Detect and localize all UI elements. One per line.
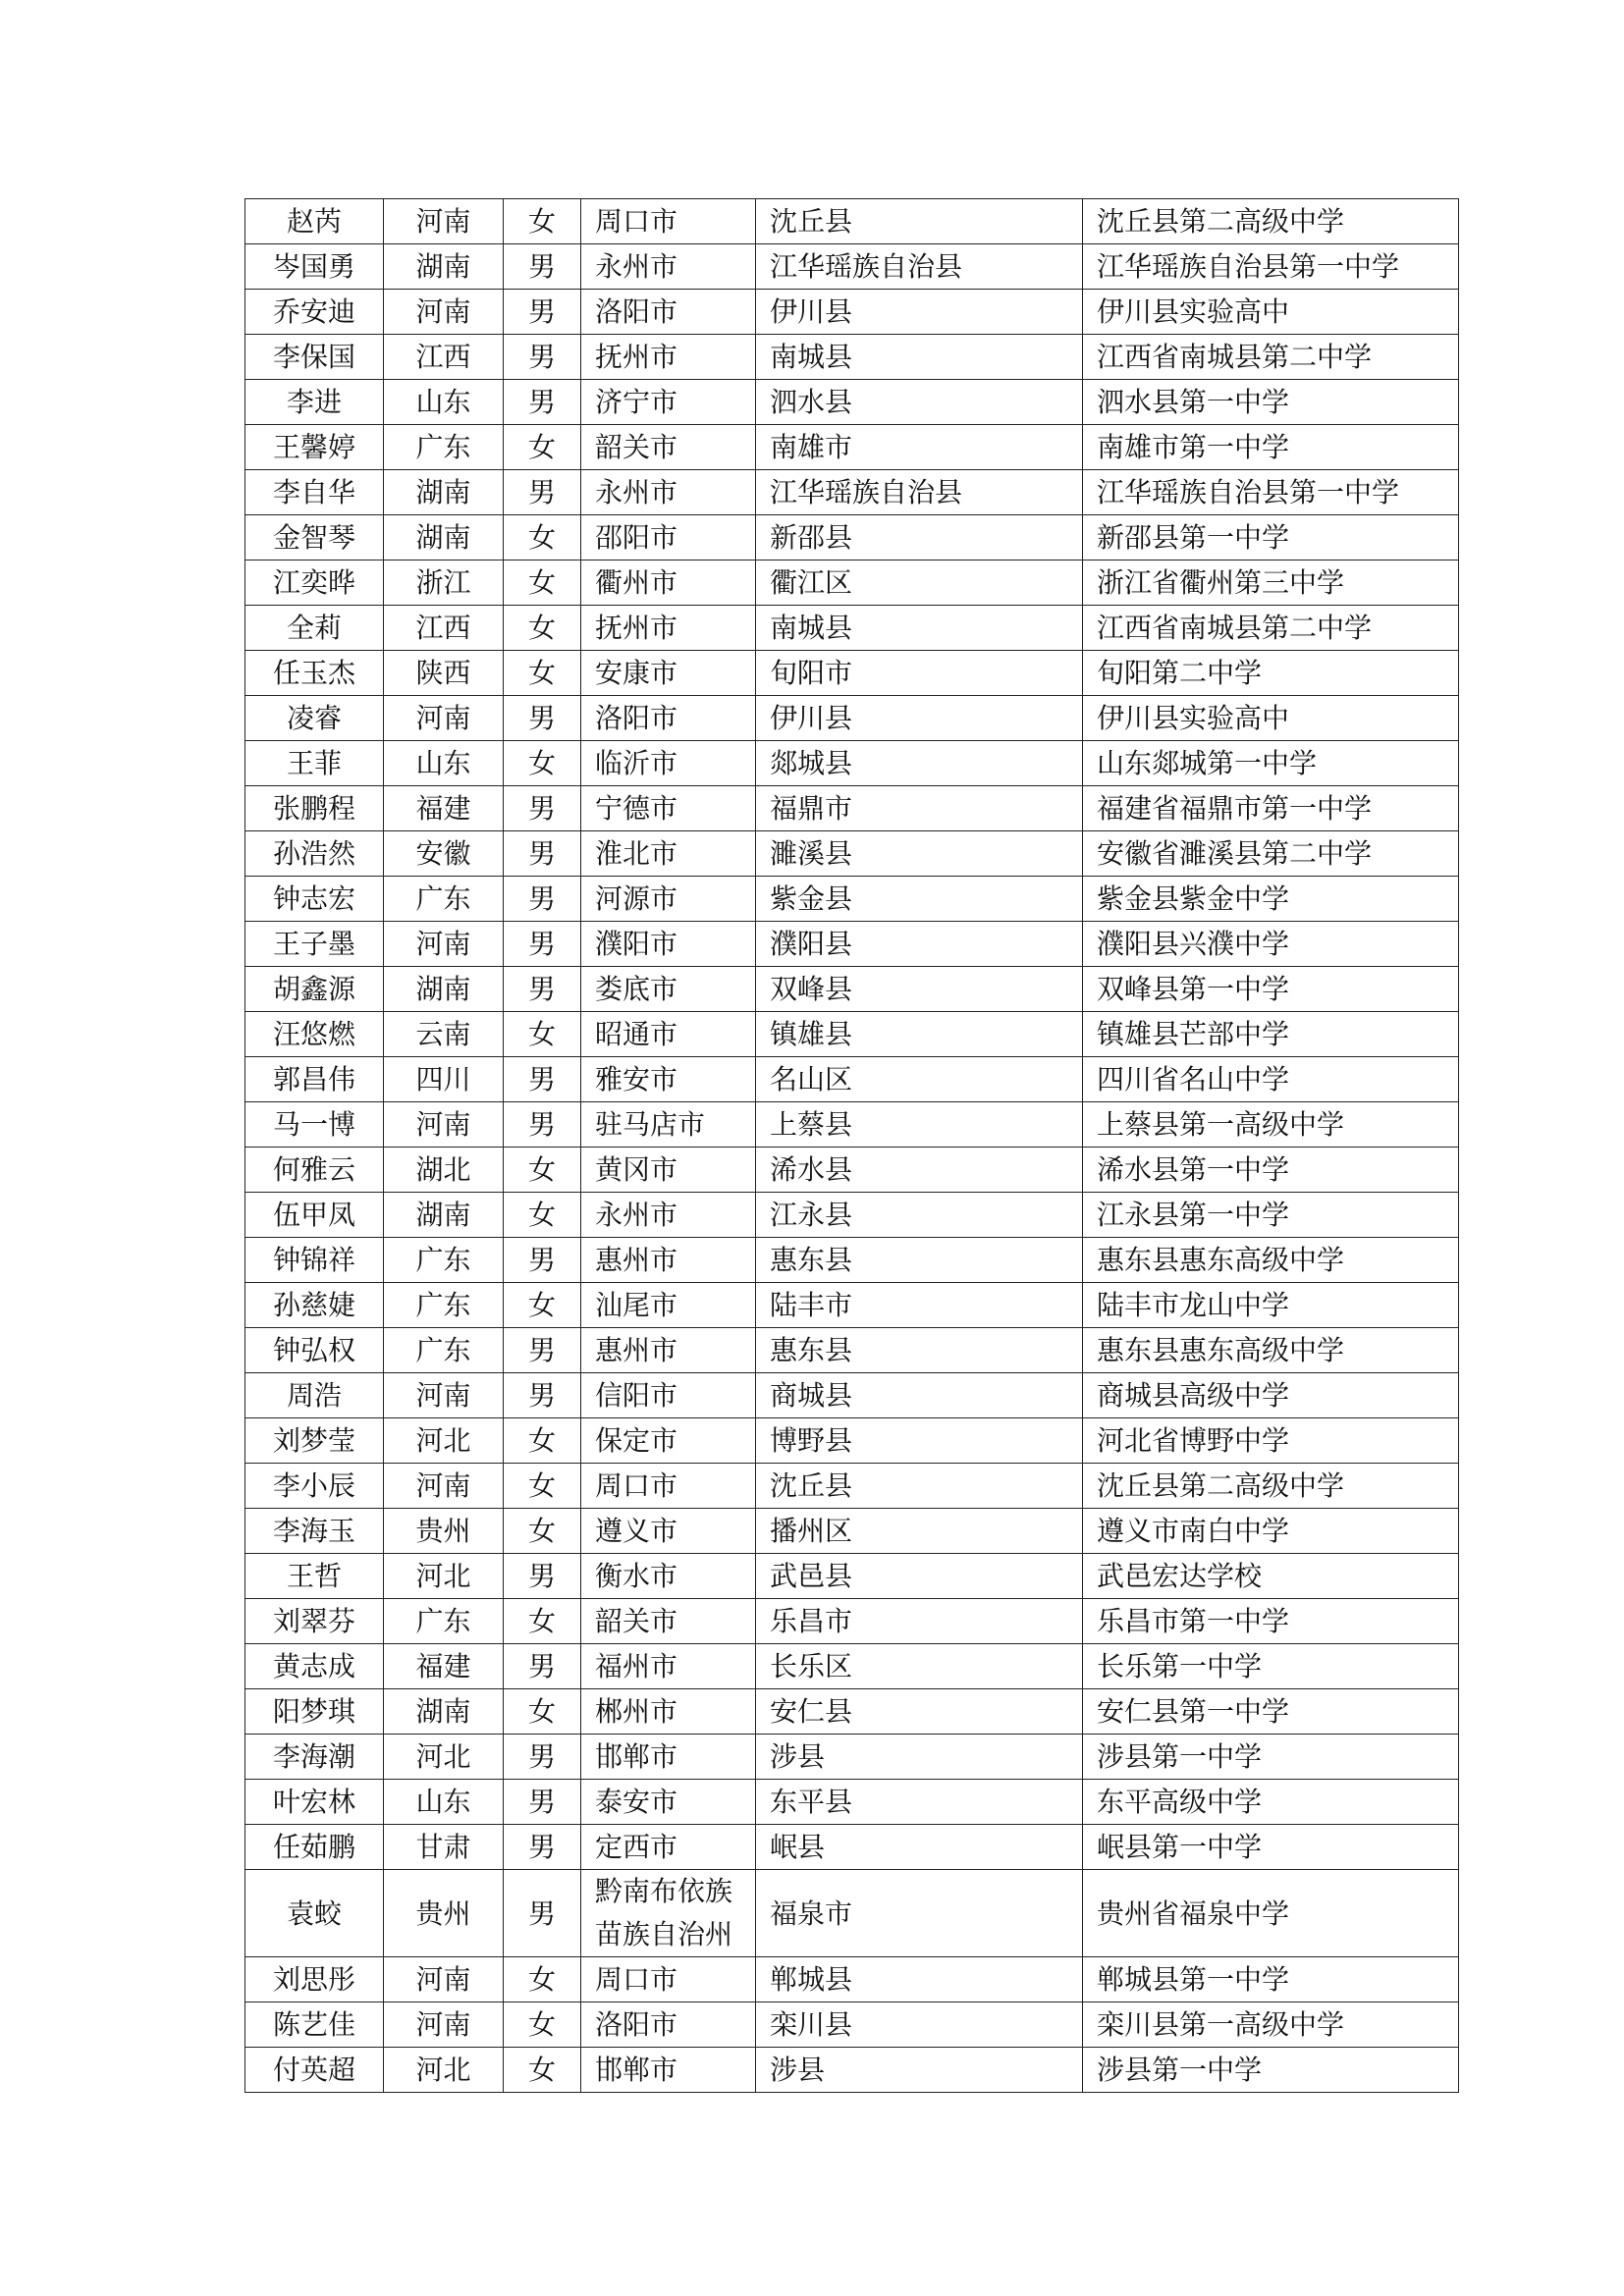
table-row (245, 425, 1459, 470)
school-cell: 江华瑶族自治县第一中学 (1083, 244, 1459, 290)
province-cell: 河北 (384, 1418, 504, 1464)
student-name-cell: 汪悠燃 (245, 1012, 384, 1057)
city-cell: 洛阳市 (581, 2002, 756, 2048)
province-cell: 甘肃 (384, 1825, 504, 1870)
student-name-cell: 赵芮 (245, 199, 384, 244)
city-cell: 汕尾市 (581, 1283, 756, 1328)
city-cell: 周口市 (581, 1957, 756, 2002)
gender-cell: 女 (504, 425, 581, 470)
city-cell: 昭通市 (581, 1012, 756, 1057)
student-name-cell: 刘翠芬 (245, 1599, 384, 1644)
gender-cell: 男 (504, 1735, 581, 1780)
city-cell: 周口市 (581, 199, 756, 244)
province-cell: 广东 (384, 1283, 504, 1328)
school-cell: 福建省福鼎市第一中学 (1083, 786, 1459, 831)
student-name-cell: 叶宏林 (245, 1780, 384, 1825)
city-cell: 福州市 (581, 1644, 756, 1689)
gender-cell: 男 (504, 1870, 581, 1957)
gender-cell: 男 (504, 922, 581, 967)
county-cell: 濉溪县 (756, 831, 1083, 877)
gender-cell: 女 (504, 2048, 581, 2093)
province-cell: 河北 (384, 1735, 504, 1780)
county-cell: 上蔡县 (756, 1102, 1083, 1148)
gender-cell: 女 (504, 1689, 581, 1735)
city-cell: 安康市 (581, 651, 756, 696)
school-cell: 沈丘县第二高级中学 (1083, 1464, 1459, 1509)
province-cell: 湖北 (384, 1148, 504, 1193)
table-row (245, 967, 1459, 1012)
county-cell: 江永县 (756, 1193, 1083, 1238)
county-cell: 旬阳市 (756, 651, 1083, 696)
gender-cell: 男 (504, 244, 581, 290)
gender-cell: 女 (504, 1599, 581, 1644)
city-cell: 邵阳市 (581, 515, 756, 561)
gender-cell: 男 (504, 1238, 581, 1283)
student-name-cell: 乔安迪 (245, 290, 384, 335)
city-cell: 周口市 (581, 1464, 756, 1509)
table-row (245, 1102, 1459, 1148)
school-cell: 武邑宏达学校 (1083, 1554, 1459, 1599)
student-name-cell: 陈艺佳 (245, 2002, 384, 2048)
table-row (245, 1193, 1459, 1238)
county-cell: 名山区 (756, 1057, 1083, 1102)
student-name-cell: 孙慈婕 (245, 1283, 384, 1328)
table-row (245, 877, 1459, 922)
table-row (245, 651, 1459, 696)
gender-cell: 男 (504, 877, 581, 922)
school-cell: 新邵县第一中学 (1083, 515, 1459, 561)
student-name-cell: 李保国 (245, 335, 384, 380)
table-row (245, 606, 1459, 651)
table-row (245, 1509, 1459, 1554)
county-cell: 伊川县 (756, 696, 1083, 741)
school-cell: 郸城县第一中学 (1083, 1957, 1459, 2002)
table-row (245, 1825, 1459, 1870)
county-cell: 郯城县 (756, 741, 1083, 786)
student-name-cell: 周浩 (245, 1373, 384, 1418)
county-cell: 南雄市 (756, 425, 1083, 470)
student-name-cell: 李海玉 (245, 1509, 384, 1554)
province-cell: 湖南 (384, 470, 504, 515)
table-row (245, 741, 1459, 786)
city-cell: 永州市 (581, 1193, 756, 1238)
province-cell: 湖南 (384, 1689, 504, 1735)
table-row (245, 515, 1459, 561)
gender-cell: 男 (504, 696, 581, 741)
gender-cell: 女 (504, 1957, 581, 2002)
table-row (245, 2002, 1459, 2048)
county-cell: 播州区 (756, 1509, 1083, 1554)
student-name-cell: 任茹鹏 (245, 1825, 384, 1870)
province-cell: 河南 (384, 696, 504, 741)
city-cell: 信阳市 (581, 1373, 756, 1418)
student-name-cell: 李海潮 (245, 1735, 384, 1780)
province-cell: 河南 (384, 1464, 504, 1509)
county-cell: 伊川县 (756, 290, 1083, 335)
school-cell: 泗水县第一中学 (1083, 380, 1459, 425)
city-cell: 永州市 (581, 244, 756, 290)
county-cell: 紫金县 (756, 877, 1083, 922)
county-cell: 博野县 (756, 1418, 1083, 1464)
student-name-cell: 钟志宏 (245, 877, 384, 922)
table-row (245, 1644, 1459, 1689)
city-cell: 韶关市 (581, 425, 756, 470)
city-cell: 宁德市 (581, 786, 756, 831)
province-cell: 广东 (384, 1328, 504, 1373)
city-cell: 济宁市 (581, 380, 756, 425)
city-cell: 黄冈市 (581, 1148, 756, 1193)
school-cell: 江永县第一中学 (1083, 1193, 1459, 1238)
county-cell: 安仁县 (756, 1689, 1083, 1735)
city-cell: 抚州市 (581, 335, 756, 380)
province-cell: 河北 (384, 2048, 504, 2093)
county-cell: 镇雄县 (756, 1012, 1083, 1057)
city-cell: 韶关市 (581, 1599, 756, 1644)
student-name-cell: 王哲 (245, 1554, 384, 1599)
city-cell: 黔南布依族苗族自治州 (581, 1870, 756, 1957)
roster-body (245, 199, 1459, 2093)
province-cell: 山东 (384, 1780, 504, 1825)
gender-cell: 女 (504, 1418, 581, 1464)
province-cell: 湖南 (384, 244, 504, 290)
county-cell: 新邵县 (756, 515, 1083, 561)
school-cell: 河北省博野中学 (1083, 1418, 1459, 1464)
school-cell: 伊川县实验高中 (1083, 290, 1459, 335)
province-cell: 四川 (384, 1057, 504, 1102)
student-name-cell: 钟锦祥 (245, 1238, 384, 1283)
gender-cell: 男 (504, 786, 581, 831)
table-row (245, 1689, 1459, 1735)
province-cell: 湖南 (384, 967, 504, 1012)
student-name-cell: 郭昌伟 (245, 1057, 384, 1102)
student-name-cell: 王馨婷 (245, 425, 384, 470)
table-row (245, 831, 1459, 877)
school-cell: 乐昌市第一中学 (1083, 1599, 1459, 1644)
city-cell: 永州市 (581, 470, 756, 515)
city-cell: 河源市 (581, 877, 756, 922)
county-cell: 商城县 (756, 1373, 1083, 1418)
county-cell: 乐昌市 (756, 1599, 1083, 1644)
gender-cell: 男 (504, 1644, 581, 1689)
province-cell: 广东 (384, 1599, 504, 1644)
province-cell: 福建 (384, 1644, 504, 1689)
province-cell: 河南 (384, 1957, 504, 2002)
gender-cell: 男 (504, 1373, 581, 1418)
table-row (245, 1373, 1459, 1418)
province-cell: 贵州 (384, 1509, 504, 1554)
county-cell: 沈丘县 (756, 199, 1083, 244)
gender-cell: 男 (504, 1554, 581, 1599)
table-row (245, 696, 1459, 741)
county-cell: 衢江区 (756, 561, 1083, 606)
student-name-cell: 黄志成 (245, 1644, 384, 1689)
table-row (245, 335, 1459, 380)
gender-cell: 女 (504, 199, 581, 244)
table-row (245, 922, 1459, 967)
table-row (245, 1418, 1459, 1464)
gender-cell: 女 (504, 606, 581, 651)
county-cell: 江华瑶族自治县 (756, 470, 1083, 515)
county-cell: 武邑县 (756, 1554, 1083, 1599)
county-cell: 涉县 (756, 2048, 1083, 2093)
school-cell: 贵州省福泉中学 (1083, 1870, 1459, 1957)
school-cell: 岷县第一中学 (1083, 1825, 1459, 1870)
county-cell: 双峰县 (756, 967, 1083, 1012)
student-name-cell: 付英超 (245, 2048, 384, 2093)
school-cell: 濮阳县兴濮中学 (1083, 922, 1459, 967)
student-name-cell: 任玉杰 (245, 651, 384, 696)
province-cell: 陕西 (384, 651, 504, 696)
gender-cell: 男 (504, 1328, 581, 1373)
city-cell: 惠州市 (581, 1328, 756, 1373)
school-cell: 惠东县惠东高级中学 (1083, 1238, 1459, 1283)
table-row (245, 1780, 1459, 1825)
county-cell: 东平县 (756, 1780, 1083, 1825)
county-cell: 岷县 (756, 1825, 1083, 1870)
school-cell: 双峰县第一中学 (1083, 967, 1459, 1012)
gender-cell: 男 (504, 380, 581, 425)
gender-cell: 女 (504, 1283, 581, 1328)
gender-cell: 男 (504, 1057, 581, 1102)
county-cell: 泗水县 (756, 380, 1083, 425)
gender-cell: 男 (504, 1780, 581, 1825)
province-cell: 山东 (384, 380, 504, 425)
city-cell: 洛阳市 (581, 696, 756, 741)
city-cell: 衢州市 (581, 561, 756, 606)
school-cell: 紫金县紫金中学 (1083, 877, 1459, 922)
province-cell: 安徽 (384, 831, 504, 877)
school-cell: 江西省南城县第二中学 (1083, 335, 1459, 380)
county-cell: 南城县 (756, 606, 1083, 651)
province-cell: 河南 (384, 922, 504, 967)
county-cell: 福泉市 (756, 1870, 1083, 1957)
gender-cell: 女 (504, 515, 581, 561)
school-cell: 山东郯城第一中学 (1083, 741, 1459, 786)
gender-cell: 男 (504, 831, 581, 877)
student-name-cell: 王菲 (245, 741, 384, 786)
student-name-cell: 阳梦琪 (245, 1689, 384, 1735)
school-cell: 安徽省濉溪县第二中学 (1083, 831, 1459, 877)
school-cell: 沈丘县第二高级中学 (1083, 199, 1459, 244)
table-row (245, 380, 1459, 425)
gender-cell: 女 (504, 741, 581, 786)
table-row (245, 786, 1459, 831)
city-cell: 保定市 (581, 1418, 756, 1464)
city-cell: 衡水市 (581, 1554, 756, 1599)
gender-cell: 女 (504, 1012, 581, 1057)
table-row (245, 1328, 1459, 1373)
county-cell: 涉县 (756, 1735, 1083, 1780)
province-cell: 河北 (384, 1554, 504, 1599)
city-cell: 洛阳市 (581, 290, 756, 335)
school-cell: 旬阳第二中学 (1083, 651, 1459, 696)
school-cell: 江华瑶族自治县第一中学 (1083, 470, 1459, 515)
school-cell: 商城县高级中学 (1083, 1373, 1459, 1418)
table-row (245, 244, 1459, 290)
gender-cell: 男 (504, 967, 581, 1012)
school-cell: 四川省名山中学 (1083, 1057, 1459, 1102)
student-name-cell: 金智琴 (245, 515, 384, 561)
province-cell: 贵州 (384, 1870, 504, 1957)
province-cell: 广东 (384, 1238, 504, 1283)
city-cell: 郴州市 (581, 1689, 756, 1735)
table-row (245, 1012, 1459, 1057)
table-row (245, 1238, 1459, 1283)
county-cell: 郸城县 (756, 1957, 1083, 2002)
table-row (245, 561, 1459, 606)
city-cell: 惠州市 (581, 1238, 756, 1283)
table-row (245, 2048, 1459, 2093)
table-row (245, 1283, 1459, 1328)
document-page (244, 198, 1458, 2093)
province-cell: 山东 (384, 741, 504, 786)
province-cell: 广东 (384, 425, 504, 470)
gender-cell: 女 (504, 1148, 581, 1193)
county-cell: 福鼎市 (756, 786, 1083, 831)
student-name-cell: 凌睿 (245, 696, 384, 741)
gender-cell: 男 (504, 1825, 581, 1870)
school-cell: 涉县第一中学 (1083, 1735, 1459, 1780)
county-cell: 南城县 (756, 335, 1083, 380)
gender-cell: 女 (504, 1464, 581, 1509)
county-cell: 濮阳县 (756, 922, 1083, 967)
school-cell: 遵义市南白中学 (1083, 1509, 1459, 1554)
city-cell: 濮阳市 (581, 922, 756, 967)
gender-cell: 男 (504, 470, 581, 515)
gender-cell: 女 (504, 1509, 581, 1554)
city-cell: 雅安市 (581, 1057, 756, 1102)
student-name-cell: 伍甲凤 (245, 1193, 384, 1238)
student-name-cell: 张鹏程 (245, 786, 384, 831)
gender-cell: 女 (504, 1193, 581, 1238)
province-cell: 河南 (384, 1102, 504, 1148)
school-cell: 长乐第一中学 (1083, 1644, 1459, 1689)
table-row (245, 1148, 1459, 1193)
table-row (245, 1464, 1459, 1509)
county-cell: 惠东县 (756, 1238, 1083, 1283)
city-cell: 驻马店市 (581, 1102, 756, 1148)
city-cell: 临沂市 (581, 741, 756, 786)
county-cell: 沈丘县 (756, 1464, 1083, 1509)
province-cell: 江西 (384, 606, 504, 651)
student-name-cell: 刘梦莹 (245, 1418, 384, 1464)
student-name-cell: 李自华 (245, 470, 384, 515)
province-cell: 江西 (384, 335, 504, 380)
student-name-cell: 李进 (245, 380, 384, 425)
province-cell: 河南 (384, 199, 504, 244)
province-cell: 广东 (384, 877, 504, 922)
table-row (245, 470, 1459, 515)
county-cell: 浠水县 (756, 1148, 1083, 1193)
school-cell: 惠东县惠东高级中学 (1083, 1328, 1459, 1373)
county-cell: 栾川县 (756, 2002, 1083, 2048)
county-cell: 长乐区 (756, 1644, 1083, 1689)
school-cell: 江西省南城县第二中学 (1083, 606, 1459, 651)
city-cell: 娄底市 (581, 967, 756, 1012)
student-name-cell: 马一博 (245, 1102, 384, 1148)
city-cell: 遵义市 (581, 1509, 756, 1554)
city-cell: 淮北市 (581, 831, 756, 877)
city-cell: 泰安市 (581, 1780, 756, 1825)
province-cell: 浙江 (384, 561, 504, 606)
student-name-cell: 李小辰 (245, 1464, 384, 1509)
school-cell: 栾川县第一高级中学 (1083, 2002, 1459, 2048)
gender-cell: 男 (504, 335, 581, 380)
student-name-cell: 王子墨 (245, 922, 384, 967)
province-cell: 福建 (384, 786, 504, 831)
province-cell: 湖南 (384, 1193, 504, 1238)
table-row (245, 1957, 1459, 2002)
student-name-cell: 袁蛟 (245, 1870, 384, 1957)
gender-cell: 女 (504, 2002, 581, 2048)
gender-cell: 男 (504, 290, 581, 335)
school-cell: 南雄市第一中学 (1083, 425, 1459, 470)
table-row (245, 1599, 1459, 1644)
table-row (245, 199, 1459, 244)
city-cell: 抚州市 (581, 606, 756, 651)
county-cell: 惠东县 (756, 1328, 1083, 1373)
school-cell: 浠水县第一中学 (1083, 1148, 1459, 1193)
student-roster-table (244, 198, 1459, 2093)
table-row (245, 290, 1459, 335)
school-cell: 安仁县第一中学 (1083, 1689, 1459, 1735)
gender-cell: 女 (504, 561, 581, 606)
student-name-cell: 胡鑫源 (245, 967, 384, 1012)
city-cell: 定西市 (581, 1825, 756, 1870)
student-name-cell: 岑国勇 (245, 244, 384, 290)
county-cell: 江华瑶族自治县 (756, 244, 1083, 290)
province-cell: 湖南 (384, 515, 504, 561)
school-cell: 东平高级中学 (1083, 1780, 1459, 1825)
province-cell: 云南 (384, 1012, 504, 1057)
city-cell: 邯郸市 (581, 1735, 756, 1780)
gender-cell: 男 (504, 1102, 581, 1148)
school-cell: 镇雄县芒部中学 (1083, 1012, 1459, 1057)
school-cell: 伊川县实验高中 (1083, 696, 1459, 741)
school-cell: 上蔡县第一高级中学 (1083, 1102, 1459, 1148)
province-cell: 河南 (384, 2002, 504, 2048)
student-name-cell: 孙浩然 (245, 831, 384, 877)
student-name-cell: 何雅云 (245, 1148, 384, 1193)
student-name-cell: 全莉 (245, 606, 384, 651)
table-row (245, 1735, 1459, 1780)
province-cell: 河南 (384, 290, 504, 335)
table-row (245, 1057, 1459, 1102)
school-cell: 浙江省衢州第三中学 (1083, 561, 1459, 606)
student-name-cell: 江奕晔 (245, 561, 384, 606)
city-cell: 邯郸市 (581, 2048, 756, 2093)
county-cell: 陆丰市 (756, 1283, 1083, 1328)
province-cell: 河南 (384, 1373, 504, 1418)
student-name-cell: 钟弘权 (245, 1328, 384, 1373)
school-cell: 涉县第一中学 (1083, 2048, 1459, 2093)
school-cell: 陆丰市龙山中学 (1083, 1283, 1459, 1328)
student-name-cell: 刘思彤 (245, 1957, 384, 2002)
table-row (245, 1554, 1459, 1599)
gender-cell: 女 (504, 651, 581, 696)
table-row (245, 1870, 1459, 1957)
